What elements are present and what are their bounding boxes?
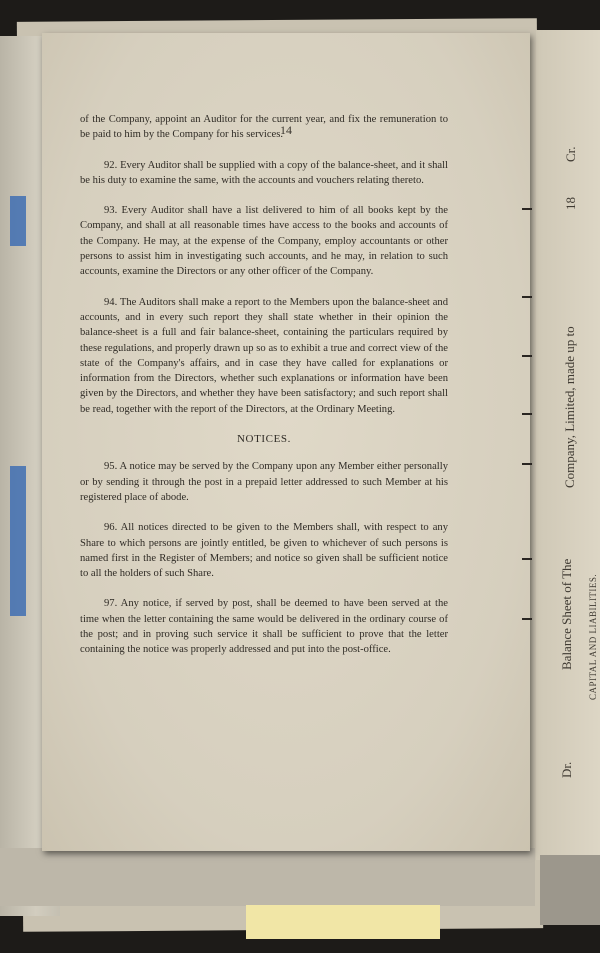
paragraph-91-continued: of the Company, appoint an Auditor for the current year, and fix the remuneration to be paid to him by the Company for his services.	[80, 114, 448, 141]
page-stack-bottom	[0, 848, 535, 906]
stitch-hole-icon	[521, 555, 531, 563]
balance-column-heading: CAPITAL AND LIABILITIES.	[588, 573, 598, 700]
balance-dr-label: Dr.	[559, 761, 574, 778]
blue-tab	[10, 466, 26, 616]
stitch-hole-icon	[521, 352, 531, 360]
balance-year-prefix: 18	[563, 197, 578, 210]
paragraph-97: 97. Any notice, if served by post, shall be deemed to have been served at the time when the letter containing the same would be delivered in the ordinary course of the post; and in proving such service it shall be sufficient to prove that the letter containing the notice was properly addressed and put into the post-office.	[80, 598, 448, 656]
paragraph-94: 94. The Auditors shall make a report to the Members upon the balance-sheet and accounts, and in every such report they shall state whether in their opinion the balance-sheet is a full and fair balance-sheet, containing the particulars required by these regulations, and properly drawn up so as to exhibit a true and correct view of the state of the Company's affairs, and in case they have called for explanations or information from the Directors, whether such explanations or information have been given by the Directors, and whether they have been satisfactory; and such report shall be read, together with the report of the Directors, at the Ordinary Meeting.	[80, 296, 448, 415]
page-body	[80, 112, 448, 673]
stitch-hole-icon	[521, 205, 531, 213]
paragraph-93: 93. Every Auditor shall have a list delivered to him of all books kept by the Company, and shall at all reasonable times have access to the books and accounts of the Company. He may, at the expense of the Company, employ accountants or other persons to assist him in investigating such accounts, and he may, in relation to such accounts, examine the Directors or any other officer of the Company.	[80, 205, 448, 278]
page-stack-corner	[540, 855, 600, 925]
paragraph-95: 95. A notice may be served by the Company upon any Member either personally or by sending it through the post in a prepaid letter addressed to such Member at his registered place of abode.	[80, 461, 448, 503]
balance-cr-label: Cr.	[563, 146, 578, 162]
stitch-hole-icon	[521, 615, 531, 623]
stitch-hole-icon	[521, 410, 531, 418]
blue-tab	[10, 196, 26, 246]
paragraph-92: 92. Every Auditor shall be supplied with a copy of the balance-sheet, and it shall be his duty to examine the same, with the accounts and vouchers relating thereto.	[80, 159, 448, 186]
balance-title-part1: Balance Sheet of The	[559, 558, 574, 670]
page-number: 14	[280, 123, 292, 137]
stitch-hole-icon	[521, 460, 531, 468]
stitch-hole-icon	[521, 293, 531, 301]
balance-title-part2: Company, Limited, made up to	[562, 326, 577, 488]
paragraph-96: 96. All notices directed to be given to the Members shall, with respect to any Share to which persons are jointly entitled, be given to whichever of such persons is named first in the Register of Members; and notice so given shall be sufficient notice to all the holders of such Share.	[80, 522, 448, 580]
sticky-note	[246, 905, 440, 939]
section-heading-notices: NOTICES.	[237, 433, 291, 446]
